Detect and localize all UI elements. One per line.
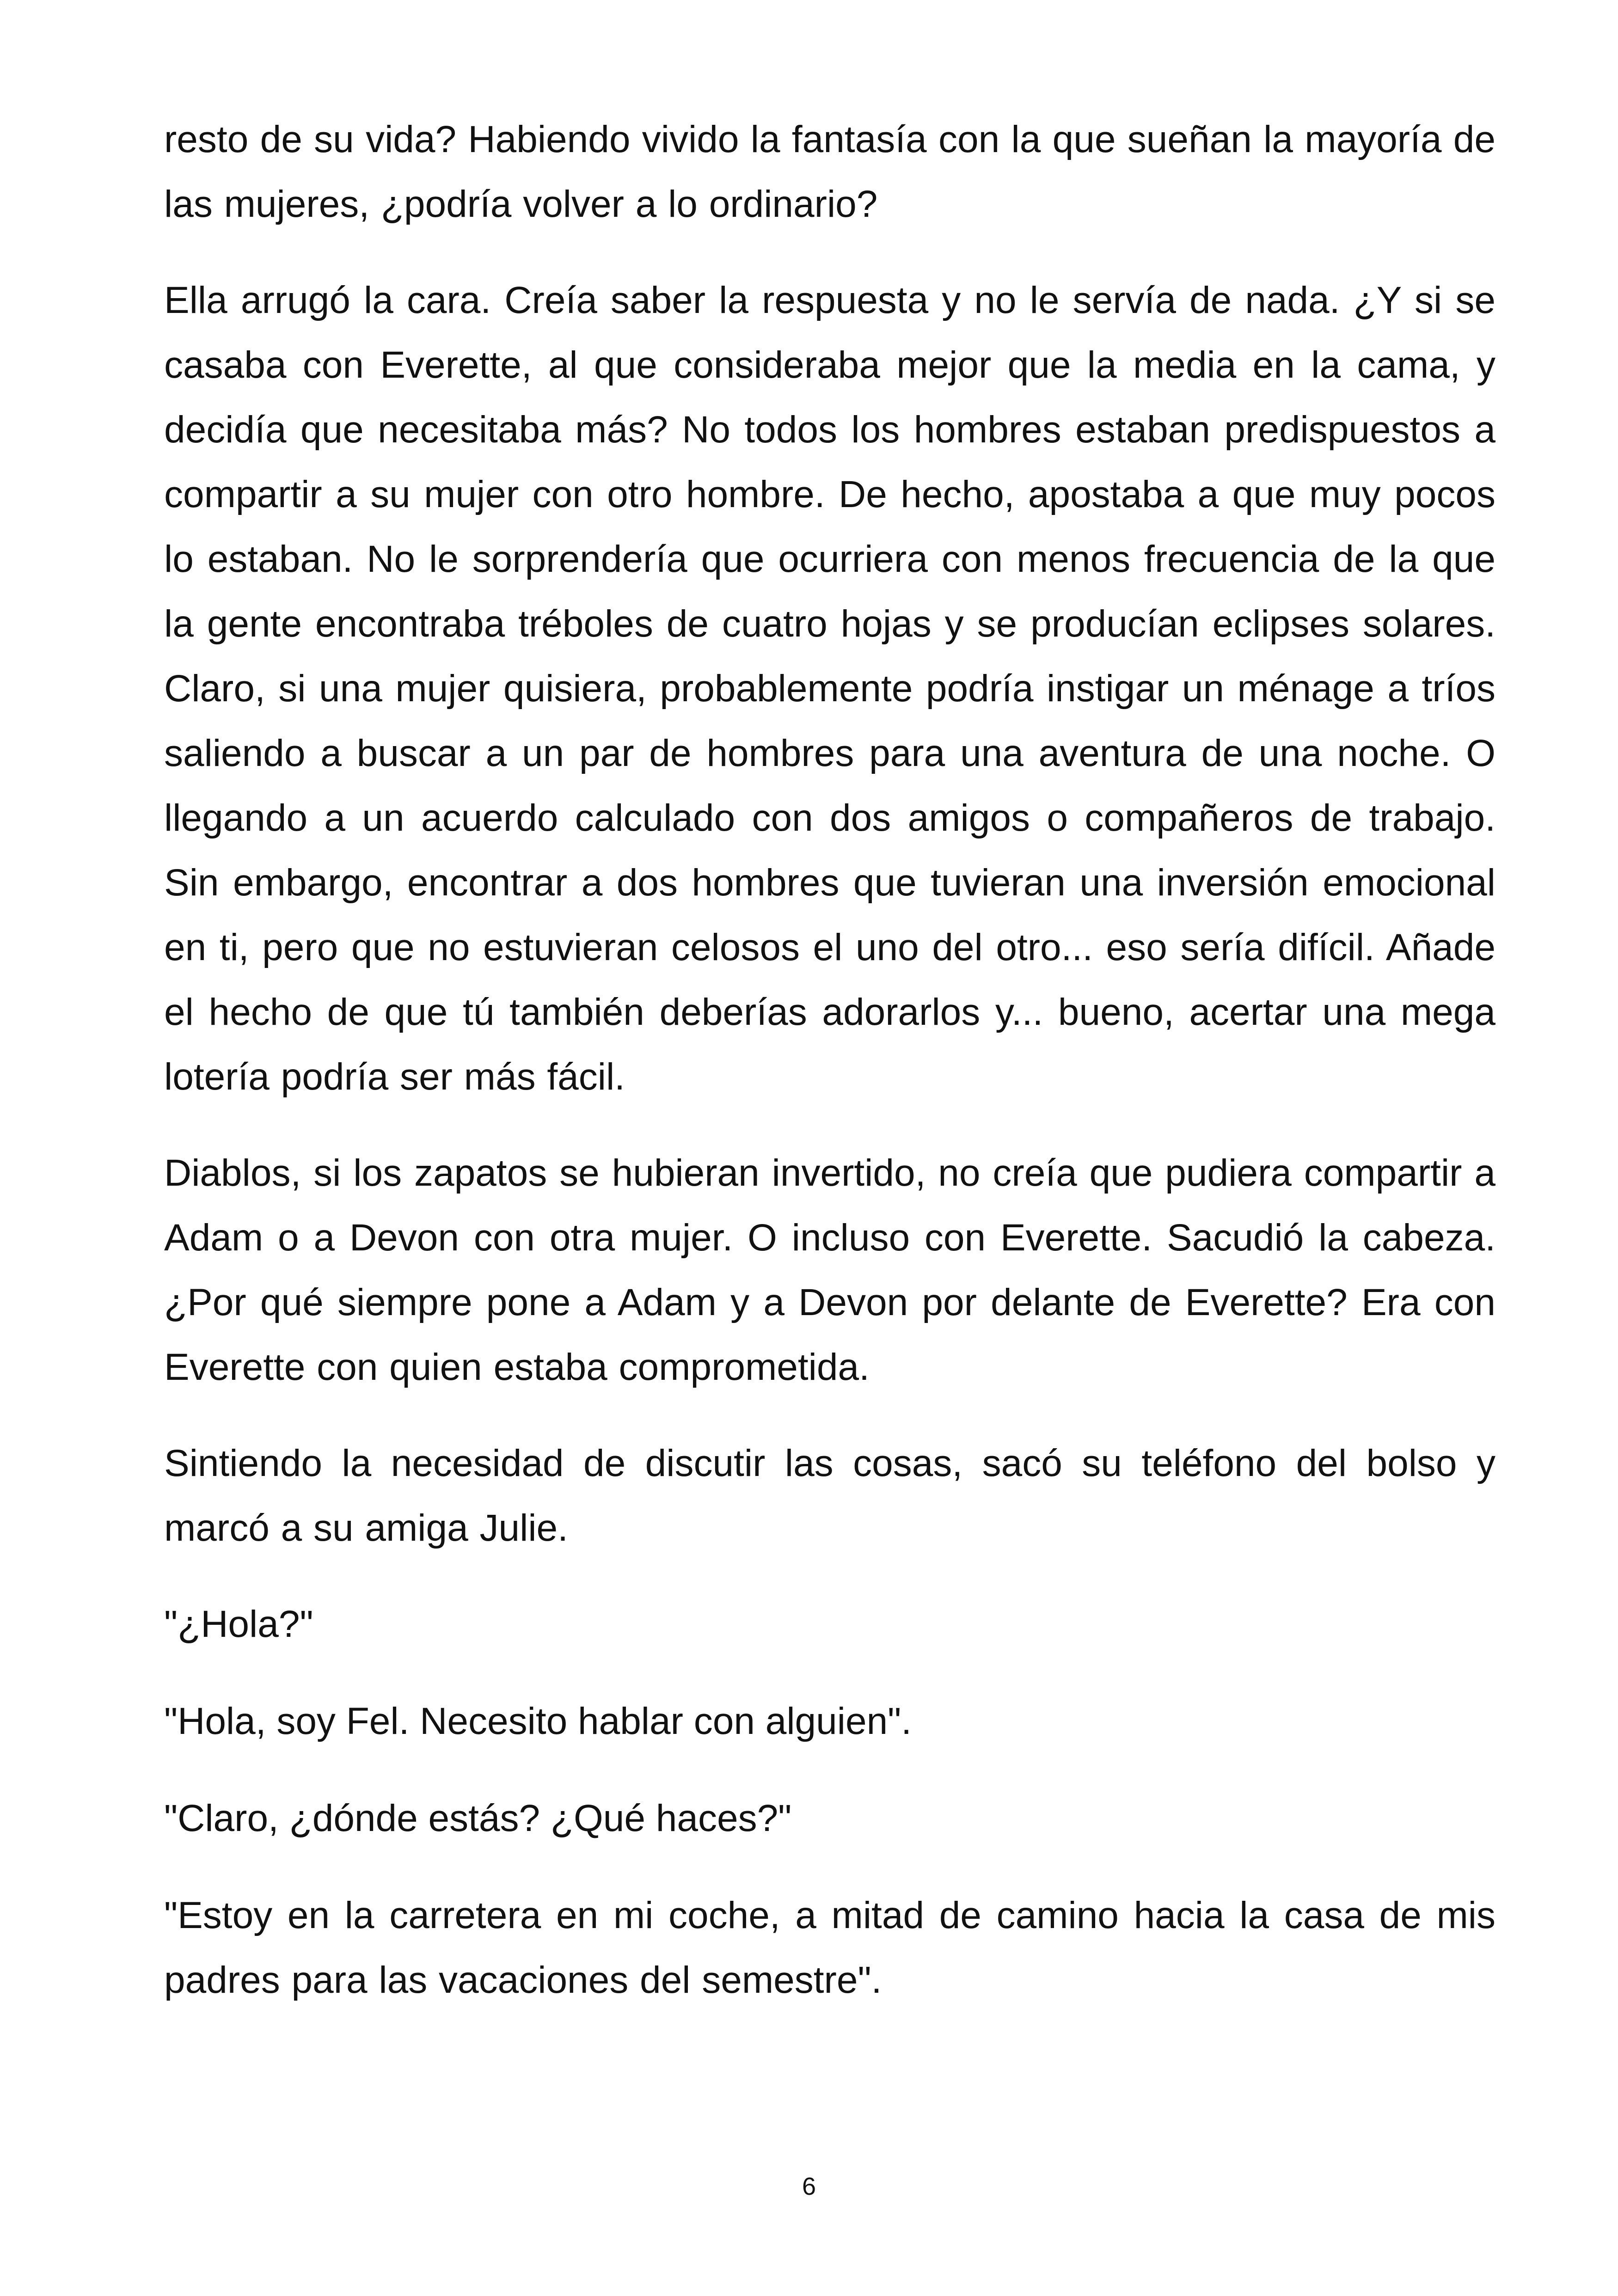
page-body <box>164 107 1495 2044</box>
paragraph-1: resto de su vida? Habiendo vivido la fantasía con la que sueñan la mayoría de las mujeres, ¿podría volver a lo ordinario? <box>164 118 1495 225</box>
paragraph-4: Sintiendo la necesidad de discutir las cosas, sacó su teléfono del bolso y marcó a su amiga Julie. <box>164 1442 1495 1549</box>
dialogue-line-1: "¿Hola?" <box>164 1603 313 1645</box>
page-number: 6 <box>802 2173 816 2200</box>
dialogue-line-2: "Hola, soy Fel. Necesito hablar con alguien". <box>164 1700 912 1742</box>
paragraph-3: Diablos, si los zapatos se hubieran invertido, no creía que pudiera compartir a Adam o a Devon con otra mujer. O incluso con Everette. Sacudió la cabeza. ¿Por qué siempre pone a Adam y a Devon por delante de Everette? Era con Everette con quien estaba comprometida. <box>164 1152 1495 1388</box>
dialogue-line-3: "Claro, ¿dónde estás? ¿Qué haces?" <box>164 1797 792 1839</box>
dialogue-line-4: "Estoy en la carretera en mi coche, a mitad de camino hacia la casa de mis padres para las vacaciones del semestre". <box>164 1894 1495 2001</box>
paragraph-2: Ella arrugó la cara. Creía saber la respuesta y no le servía de nada. ¿Y si se casaba con Everette, al que consideraba mejor que la media en la cama, y decidía que necesitaba más? No todos los hombres estaban predispuestos a compartir a su mujer con otro hombre. De hecho, apostaba a que muy pocos lo estaban. No le sorprendería que ocurriera con menos frecuencia de la que la gente encontraba tréboles de cuatro hojas y se producían eclipses solares. Claro, si una mujer quisiera, probablemente podría instigar un ménage a tríos saliendo a buscar a un par de hombres para una aventura de una noche. O llegando a un acuerdo calculado con dos amigos o compañeros de trabajo. Sin embargo, encontrar a dos hombres que tuvieran una inversión emocional en ti, pero que no estuvieran celosos el uno del otro... eso sería difícil. Añade el hecho de que tú también deberías adorarlos y... bueno, acertar una mega lotería podría ser más fácil. <box>164 279 1495 1098</box>
